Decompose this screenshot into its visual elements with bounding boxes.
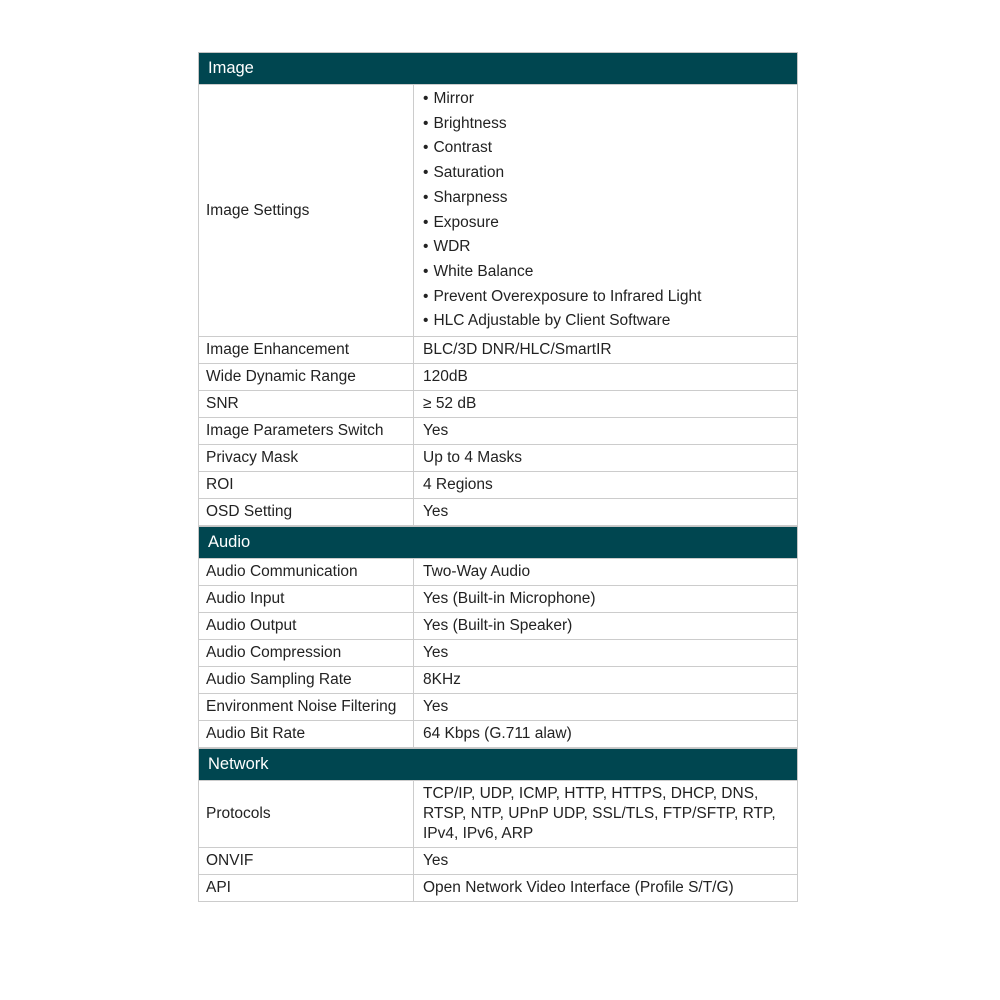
- bullet-text: Mirror: [433, 90, 474, 107]
- bullet-marker: •: [423, 213, 429, 231]
- spec-value-text: 8KHz: [423, 671, 461, 689]
- spec-value-text: Yes: [423, 698, 449, 716]
- section-body: [198, 780, 798, 902]
- spec-row: [199, 613, 797, 640]
- spec-label: API: [199, 875, 414, 901]
- bullet-text: Contrast: [433, 139, 493, 157]
- spec-value-text: Yes: [423, 503, 449, 521]
- section-body: [198, 84, 798, 526]
- spec-label: Audio Sampling Rate: [199, 667, 414, 693]
- bullet-text: HLC Adjustable by Client Software: [433, 312, 671, 330]
- spec-row: [199, 781, 797, 848]
- spec-value-text: ≥ 52 dB: [423, 395, 477, 413]
- spec-label: OSD Setting: [199, 499, 414, 525]
- spec-value: [414, 337, 797, 363]
- bullet-item: [423, 136, 787, 161]
- spec-value-text: Yes (Built-in Microphone): [423, 590, 596, 608]
- spec-label: ROI: [199, 472, 414, 498]
- spec-label: Privacy Mask: [199, 445, 414, 471]
- spec-row: [199, 499, 797, 526]
- spec-label: Image Parameters Switch: [199, 418, 414, 444]
- spec-value: [414, 391, 797, 417]
- bullet-marker: •: [423, 164, 429, 182]
- spec-value-text: Up to 4 Masks: [423, 449, 523, 467]
- spec-value-text: Yes: [423, 852, 449, 870]
- spec-value-text: Open Network Video Interface (Profile S/T/G): [423, 879, 734, 897]
- bullet-text: Brightness: [433, 114, 507, 132]
- spec-value: [414, 848, 797, 874]
- spec-value: [414, 613, 797, 639]
- bullet-marker: •: [423, 90, 429, 107]
- spec-label: Protocols: [199, 781, 414, 847]
- spec-label: Audio Communication: [199, 559, 414, 585]
- spec-label: ONVIF: [199, 848, 414, 874]
- bullet-item: [423, 285, 787, 310]
- spec-value: [414, 364, 797, 390]
- bullet-item: [423, 309, 787, 334]
- spec-value-text: Yes: [423, 422, 449, 440]
- bullet-marker: •: [423, 287, 429, 305]
- spec-value: [414, 721, 797, 747]
- spec-value-text: 64 Kbps (G.711 alaw): [423, 725, 572, 743]
- spec-row: [199, 364, 797, 391]
- bullet-marker: •: [423, 188, 429, 206]
- spec-value: [414, 586, 797, 612]
- spec-label: Wide Dynamic Range: [199, 364, 414, 390]
- bullet-text: Exposure: [433, 213, 499, 231]
- bullet-item: [423, 161, 787, 186]
- bullet-marker: •: [423, 262, 429, 280]
- spec-row: [199, 337, 797, 364]
- spec-value: [414, 85, 797, 336]
- bullet-text: Sharpness: [433, 188, 508, 206]
- spec-row: [199, 640, 797, 667]
- spec-value: [414, 694, 797, 720]
- spec-value: [414, 875, 797, 901]
- spec-label: Audio Bit Rate: [199, 721, 414, 747]
- spec-value: [414, 472, 797, 498]
- bullet-item: [423, 186, 787, 211]
- spec-label: Audio Compression: [199, 640, 414, 666]
- bullet-marker: •: [423, 139, 429, 157]
- section-body: [198, 558, 798, 748]
- spec-row: [199, 559, 797, 586]
- spec-row: [199, 418, 797, 445]
- spec-table: [198, 52, 798, 902]
- spec-row: [199, 875, 797, 902]
- bullet-item: [423, 211, 787, 236]
- spec-value-text: Two-Way Audio: [423, 563, 531, 581]
- spec-row: [199, 586, 797, 613]
- section-header-audio: Audio: [198, 526, 798, 558]
- bullet-text: Prevent Overexposure to Infrared Light: [433, 287, 702, 305]
- spec-row: [199, 721, 797, 748]
- bullet-marker: •: [423, 238, 429, 256]
- bullet-item: [423, 260, 787, 285]
- bullet-marker: •: [423, 312, 429, 330]
- bullet-item: [423, 112, 787, 137]
- spec-value-text: BLC/3D DNR/HLC/SmartIR: [423, 341, 612, 359]
- spec-row: [199, 694, 797, 721]
- spec-value: [414, 781, 797, 847]
- spec-value: [414, 640, 797, 666]
- spec-row: [199, 445, 797, 472]
- spec-label: Environment Noise Filtering: [199, 694, 414, 720]
- spec-value-text: Yes: [423, 644, 449, 662]
- spec-row: [199, 848, 797, 875]
- spec-value-text: 4 Regions: [423, 476, 493, 494]
- bullet-text: White Balance: [433, 262, 534, 280]
- spec-value: [414, 499, 797, 525]
- spec-value: [414, 667, 797, 693]
- spec-label: Image Enhancement: [199, 337, 414, 363]
- section-header-network: Network: [198, 748, 798, 780]
- spec-row: [199, 391, 797, 418]
- spec-value-text: Yes (Built-in Speaker): [423, 617, 573, 635]
- bullet-marker: •: [423, 114, 429, 132]
- bullet-item: [423, 87, 787, 112]
- bullet-text: WDR: [433, 238, 471, 256]
- spec-label: Audio Input: [199, 586, 414, 612]
- spec-row: [199, 667, 797, 694]
- spec-label: Audio Output: [199, 613, 414, 639]
- bullet-item: [423, 235, 787, 260]
- spec-value-text: 120dB: [423, 368, 468, 386]
- spec-row: [199, 85, 797, 337]
- spec-value: [414, 559, 797, 585]
- spec-label: Image Settings: [199, 85, 414, 336]
- bullet-text: Saturation: [433, 164, 505, 182]
- spec-row: [199, 472, 797, 499]
- spec-label: SNR: [199, 391, 414, 417]
- section-header-image: Image: [198, 52, 798, 84]
- spec-value: [414, 418, 797, 444]
- spec-value-text: TCP/IP, UDP, ICMP, HTTP, HTTPS, DHCP, DNS, RTSP, NTP, UPnP UDP, SSL/TLS, FTP/SFTP, RTP, IPv4, IPv6, ARP: [423, 785, 776, 843]
- spec-value: [414, 445, 797, 471]
